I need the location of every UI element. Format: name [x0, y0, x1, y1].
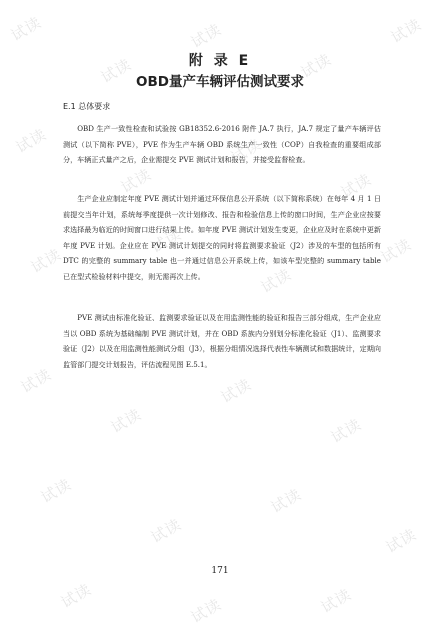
watermark-text: 试读 — [317, 585, 355, 617]
watermark-text: 试读 — [147, 515, 185, 547]
page-number: 171 — [211, 566, 229, 576]
watermark-text: 试读 — [217, 375, 255, 407]
watermark-text: 试读 — [117, 165, 155, 197]
watermark-text: 试读 — [147, 225, 185, 257]
watermark-text: 试读 — [327, 415, 365, 447]
watermark-text: 试读 — [227, 135, 265, 167]
watermark-text: 试读 — [297, 50, 335, 82]
watermark-text: 试读 — [12, 125, 50, 157]
appendix-title: 附 录 E — [188, 53, 252, 69]
watermark-text: 试读 — [57, 580, 95, 612]
watermark-text: 试读 — [377, 235, 415, 267]
document-title: OBD量产车辆评估测试要求 — [136, 74, 304, 90]
watermark-text: 试读 — [187, 20, 225, 52]
watermark-text: 试读 — [17, 365, 55, 397]
watermark-text: 试读 — [267, 485, 305, 517]
paragraph: OBD 生产一致性检查和试验按 GB18352.6-2016 附件 JA.7 执行，JA.7 规定了量产车辆评估测试（以下简称 PVE），PVE 作为生产车辆 OBD 系统生产一致性（COP）自我检查的重要组成部分，车辆正式量产之后，企业需提交 PVE 测试计划和报告，并接受监督检查。 — [63, 124, 381, 165]
watermark-text: 试读 — [187, 595, 225, 627]
watermark-text: 试读 — [7, 13, 45, 45]
watermark-text: 试读 — [37, 475, 75, 507]
paragraph: PVE 测试由标准化验证、监测要求验证以及在用监测性能的验证和报告三部分组成，生产企业应当以 OBD 系统为基础编制 PVE 测试计划，并在 OBD 系族内分别划分标准化验证（J1）、监测要求验证（J2）以及在用监测性能测试分组（J3），根据分组情况选择代表性车辆测试和数据统计，定期向监管部门提交计划报告，评估流程见图 E.5.1。 — [63, 313, 381, 369]
paragraph: 生产企业应制定年度 PVE 测试计划并通过环保信息公开系统（以下简称系统）在每年 4 月 1 日前提交当年计划，系统每季度提供一次计划修改、报告和检验信息上传的窗口时间，生产企业应按要求选择最为临近的时间窗口进行结果上传。如年度 PVE 测试计划发生变更，企业应及时在系统中更新年度 PVE 计划。企业应在 PVE 测试计划提交的同时将监测要求验证（J2）涉及的车型的包括所有 DTC 的完整的 summary table 也一并通过信息公开系统上传，如该车型完整的 summary table 已在型式检验材料中提交，则无需再次上传。 — [63, 194, 381, 281]
watermark-text: 试读 — [387, 15, 425, 47]
watermark-text: 试读 — [27, 245, 65, 277]
watermark-text: 试读 — [107, 405, 145, 437]
section-heading: E.1 总体要求 — [63, 102, 111, 111]
watermark-text: 试读 — [337, 170, 375, 202]
watermark-text: 试读 — [97, 55, 135, 87]
watermark-text: 试读 — [257, 265, 295, 297]
watermark-text: 试读 — [382, 525, 420, 557]
